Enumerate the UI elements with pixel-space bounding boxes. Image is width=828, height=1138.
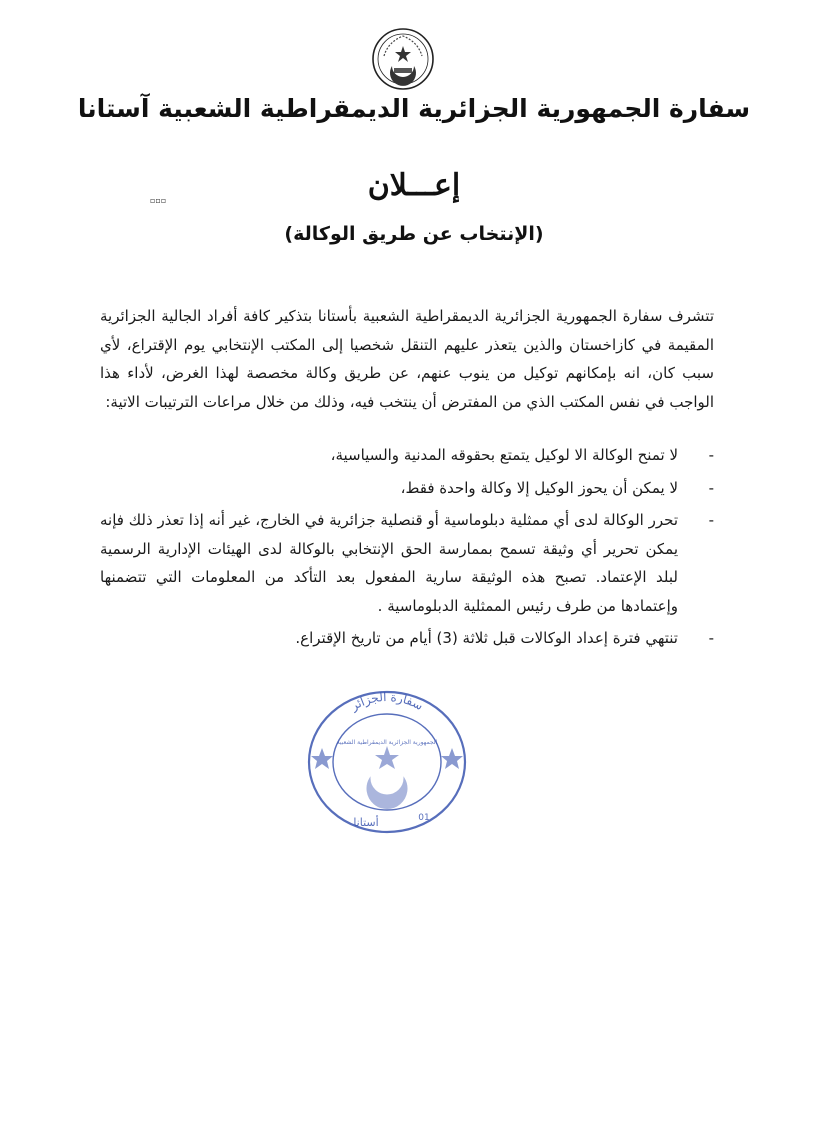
embassy-stamp-icon	[304, 686, 470, 836]
list-dash: -	[708, 511, 714, 529]
list-item-text: تحرر الوكالة لدى أي ممثلية دبلوماسية أو قنصلية جزائرية في الخارج، غير أنه إذا تعذر ذلك فإنه يمكن تحرير أي وثيقة تسمح بممارسة الحق الإنتخابي بالوكالة لدى الهيئات الإدارية الرسمية لبلد الإعتماد. تصبح هذه الوثيقة سارية المفعول بعد التأكد من المعلومات التي تتضمنها وإعتمادها من طرف رئيس الممثلية الدبلوماسية .	[100, 511, 678, 615]
list-dash: -	[708, 446, 714, 464]
list-item	[100, 624, 714, 653]
embassy-title: سفارة الجمهورية الجزائرية الديمقراطية الشعبية آستانا	[77, 94, 751, 123]
rules-list	[100, 441, 714, 657]
list-item-text: تنتهي فترة إعداد الوكالات قبل ثلاثة (3) أيام من تاريخ الإقتراع.	[295, 629, 678, 647]
algeria-emblem-icon	[370, 26, 436, 92]
list-item	[100, 441, 714, 470]
list-item	[100, 474, 714, 503]
list-item-text: لا تمنح الوكالة الا لوكيل يتمتع بحقوقه المدنية والسياسية،	[330, 446, 678, 464]
stamp-top-text: سفارة الجزائر	[348, 689, 426, 714]
body-text	[100, 302, 714, 416]
list-item	[100, 506, 714, 620]
scan-mark: ▫▫▫	[150, 196, 167, 205]
list-dash: -	[708, 629, 714, 647]
intro-paragraph: تتشرف سفارة الجمهورية الجزائرية الديمقراطية الشعبية بأستانا بتذكير كافة أفراد الجالية الجزائرية المقيمة في كازاخستان والذين يتعذر عليهم التنقل شخصيا إلى المكتب الإنتخابي يوم الإقتراع، لأي سبب كان، انه بإمكانهم توكيل من ينوب عنهم، عن طريق وكالة مخصصة لهذا الغرض، لأداء هذا الواجب في نفس المكتب الذي من المفترض أن ينتخب فيه، وذلك من خلال مراعات الترتيبات الاتية:	[100, 307, 714, 411]
stamp-bottom-text: أستانا	[353, 816, 379, 829]
announcement-subtitle: (الإنتخاب عن طريق الوكالة)	[284, 223, 544, 245]
list-dash: -	[708, 478, 714, 497]
announcement-title: إعـــلان	[367, 168, 461, 203]
svg-text:سفارة الجزائر	[347, 690, 425, 715]
list-item-text: لا يمكن أن يحوز الوكيل إلا وكالة واحدة فقط،	[400, 478, 678, 497]
stamp-inner-text: الجمهورية الجزائرية الديمقراطية الشعبية	[336, 739, 438, 746]
stamp-number: 01	[418, 813, 430, 823]
